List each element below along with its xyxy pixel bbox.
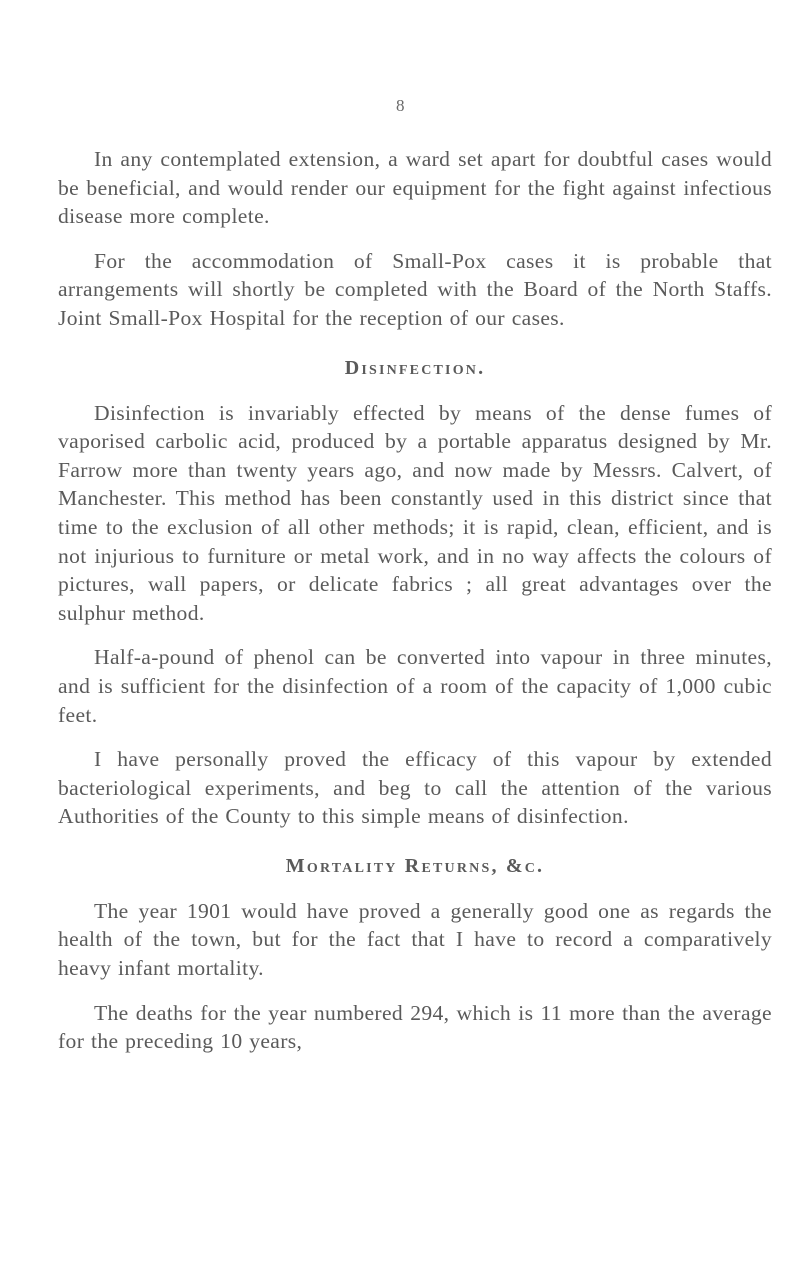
paragraph-deaths: The deaths for the year numbered 294, which is 11 more than the average for the preceding 10 years, (58, 1000, 772, 1054)
paragraph-small-pox: For the accommodation of Small-Pox cases it is probable that arrangements will shortly be completed with the Board of the North Staffs. Joint Small-Pox Hospital for the reception of our cases. (58, 248, 772, 330)
paragraph-experiments: I have personally proved the efficacy of this vapour by extended bacteriological experiments, and beg to call the attention of the various Authorities of the County to this simple means of disinfection. (58, 747, 772, 829)
heading-disinfection: Disinfection. (344, 356, 486, 379)
heading-mortality-returns: Mortality Returns, &c. (285, 854, 545, 877)
page-number: 8 (396, 96, 405, 115)
paragraph-ward-extension: In any contemplated extension, a ward set apart for doubtful cases would be beneficial, and would render our equipment for the fight against infectious disease more complete. (58, 147, 772, 229)
paragraph-year-1901: The year 1901 would have proved a generally good one as regards the health of the town, but for the fact that I have to record a comparatively heavy infant mortality. (58, 898, 772, 981)
paragraph-phenol: Half-a-pound of phenol can be converted into vapour in three minutes, and is sufficient for the disinfection of a room of the capacity of 1,000 cubic feet. (58, 645, 772, 727)
text-column (58, 145, 772, 1056)
paragraph-disinfection-method: Disinfection is invariably effected by means of the dense fumes of vaporised carbolic acid, produced by a portable apparatus designed by Mr. Farrow more than twenty years ago, and now made by Messrs. Calvert, of Manchester. This method has been constantly used in this district since that time to the exclusion of all other methods; it is rapid, clean, efficient, and is not injurious to furniture or metal work, and in no way affects the colours of pictures, wall papers, or delicate fabrics ; all great advantages over the sulphur method. (58, 400, 772, 625)
